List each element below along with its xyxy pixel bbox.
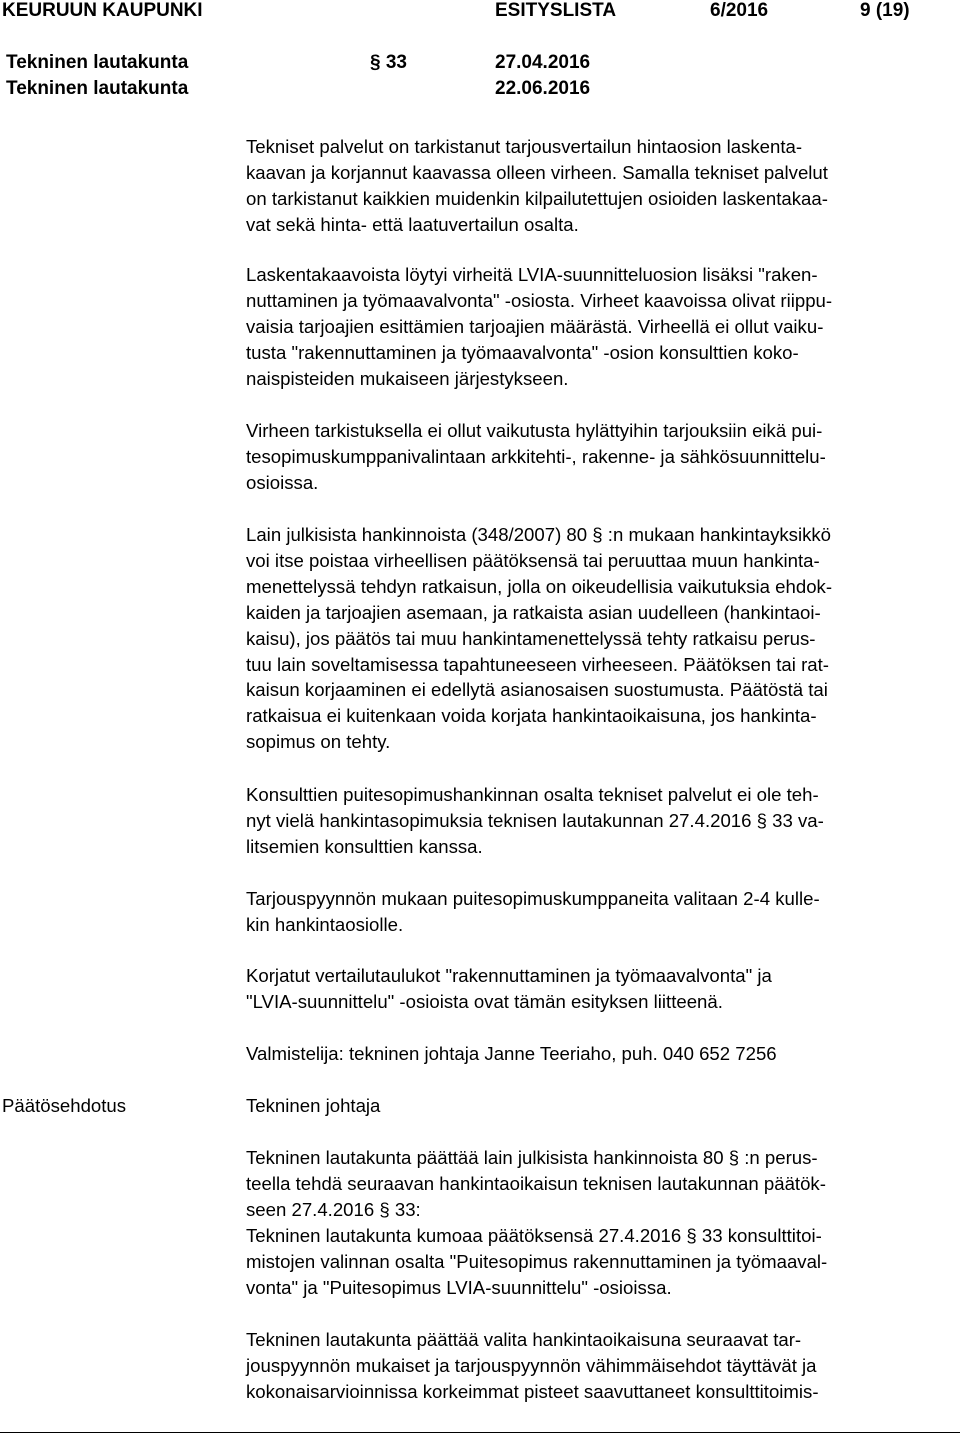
body-paragraph: Lain julkisista hankinnoista (348/2007) 80 § :n mukaan hankintayksikkö voi itse poistaa virheellisen päätöksensä tai peruuttaa muun hankinta- menettelyssä tehdyn ratkaisun, jolla on oikeudellisia vaikutuksia ehdok- kaiden ja tarjoajien asemaan, ja ratkaista asian uudelleen (hankintaoi- kaisu), jos päätös tai muu hankintamenettelyssä tehty ratkaisu perus- tuu lain soveltamisessa tapahtuneeseen virheeseen. Päätöksen tai rat- kaisun korjaaminen ei edellytä asianosaisen suostumusta. Päätöstä tai ratkaisua ei kuitenkaan voida korjata hankintaoikaisuna, jos hankinta- sopimus on tehty. bbox=[246, 524, 833, 753]
org-name: KEURUUN KAUPUNKI bbox=[2, 0, 203, 21]
section-number: § 33 bbox=[370, 52, 407, 73]
body-paragraph: Korjatut vertailutaulukot "rakennuttaminen ja työmaavalvonta" ja "LVIA-suunnittelu" -osioista ovat tämän esityksen liitteenä. bbox=[246, 965, 772, 1012]
proposer: Tekninen johtaja bbox=[246, 1095, 381, 1116]
body-paragraph: Virheen tarkistuksella ei ollut vaikutusta hylättyihin tarjouksiin eikä pui- tesopimuskumppanivalintaan arkkitehti-, rakenne- ja sähkösuunnittelu- osioissa. bbox=[246, 420, 826, 493]
body-paragraph: Konsulttien puitesopimushankinnan osalta tekniset palvelut ei ole teh- nyt vielä hankintasopimuksia teknisen lautakunnan 27.4.2016 § 33 va- litsemien konsulttien kanssa. bbox=[246, 784, 824, 857]
footer-divider bbox=[0, 1432, 960, 1433]
board-name: Tekninen lautakunta bbox=[6, 52, 189, 73]
proposal-paragraph: Tekninen lautakunta päättää lain julkisista hankinnoista 80 § :n perus- teella tehdä seuraavan hankintaoikaisun teknisen lautakunnan päätök- seen 27.4.2016 § 33: Tekninen lautakunta kumoaa päätöksensä 27.4.2016 § 33 konsulttitoi- mistojen valinnan osalta "Puitesopimus rakennuttaminen ja työmaaval- vonta" ja "Puitesopimus LVIA-suunnittelu" -osioissa. bbox=[246, 1147, 828, 1298]
meeting-date: 27.04.2016 bbox=[495, 52, 591, 73]
preparer-line: Valmistelija: tekninen johtaja Janne Teeriaho, puh. 040 652 7256 bbox=[246, 1043, 777, 1064]
document-header bbox=[0, 0, 960, 26]
meeting-date: 22.06.2016 bbox=[495, 78, 591, 99]
body-paragraph: Tekniset palvelut on tarkistanut tarjousvertailun hintaosion laskenta- kaavan ja korjannut kaavassa olleen virheen. Samalla tekniset palvelut on tarkistanut kaikkien muidenkin kilpailutettujen osioiden laskentakaa- vat sekä hinta- että laatuvertailun osalta. bbox=[246, 136, 828, 235]
issue-number: 6/2016 bbox=[710, 0, 769, 21]
proposal-label: Päätösehdotus bbox=[2, 1095, 127, 1116]
doc-type: ESITYSLISTA bbox=[495, 0, 617, 21]
board-name: Tekninen lautakunta bbox=[6, 78, 189, 99]
body-paragraph: Laskentakaavoista löytyi virheitä LVIA-suunnitteluosion lisäksi "raken- nuttaminen ja työmaavalvonta" -osiosta. Virheet kaavoissa olivat riippu- vaisia tarjoajien esittämien tarjoajien määrästä. Virheellä ei ollut vaiku- tusta "rakennuttaminen ja työmaavalvonta" -osion konsulttien koko- naispisteiden mukaiseen järjestykseen. bbox=[246, 264, 833, 389]
page-number: 9 (19) bbox=[860, 0, 910, 21]
body-paragraph: Tarjouspyynnön mukaan puitesopimuskumppaneita valitaan 2-4 kulle- kin hankintaosiolle. bbox=[246, 888, 820, 935]
proposal-paragraph: Tekninen lautakunta päättää valita hankintaoikaisuna seuraavat tar- jouspyynnön mukaiset ja tarjouspyynnön vähimmäisehdot täyttävät ja kokonaisarvioinnissa korkeimmat pisteet saavuttaneet konsulttitoimis- bbox=[246, 1329, 819, 1402]
